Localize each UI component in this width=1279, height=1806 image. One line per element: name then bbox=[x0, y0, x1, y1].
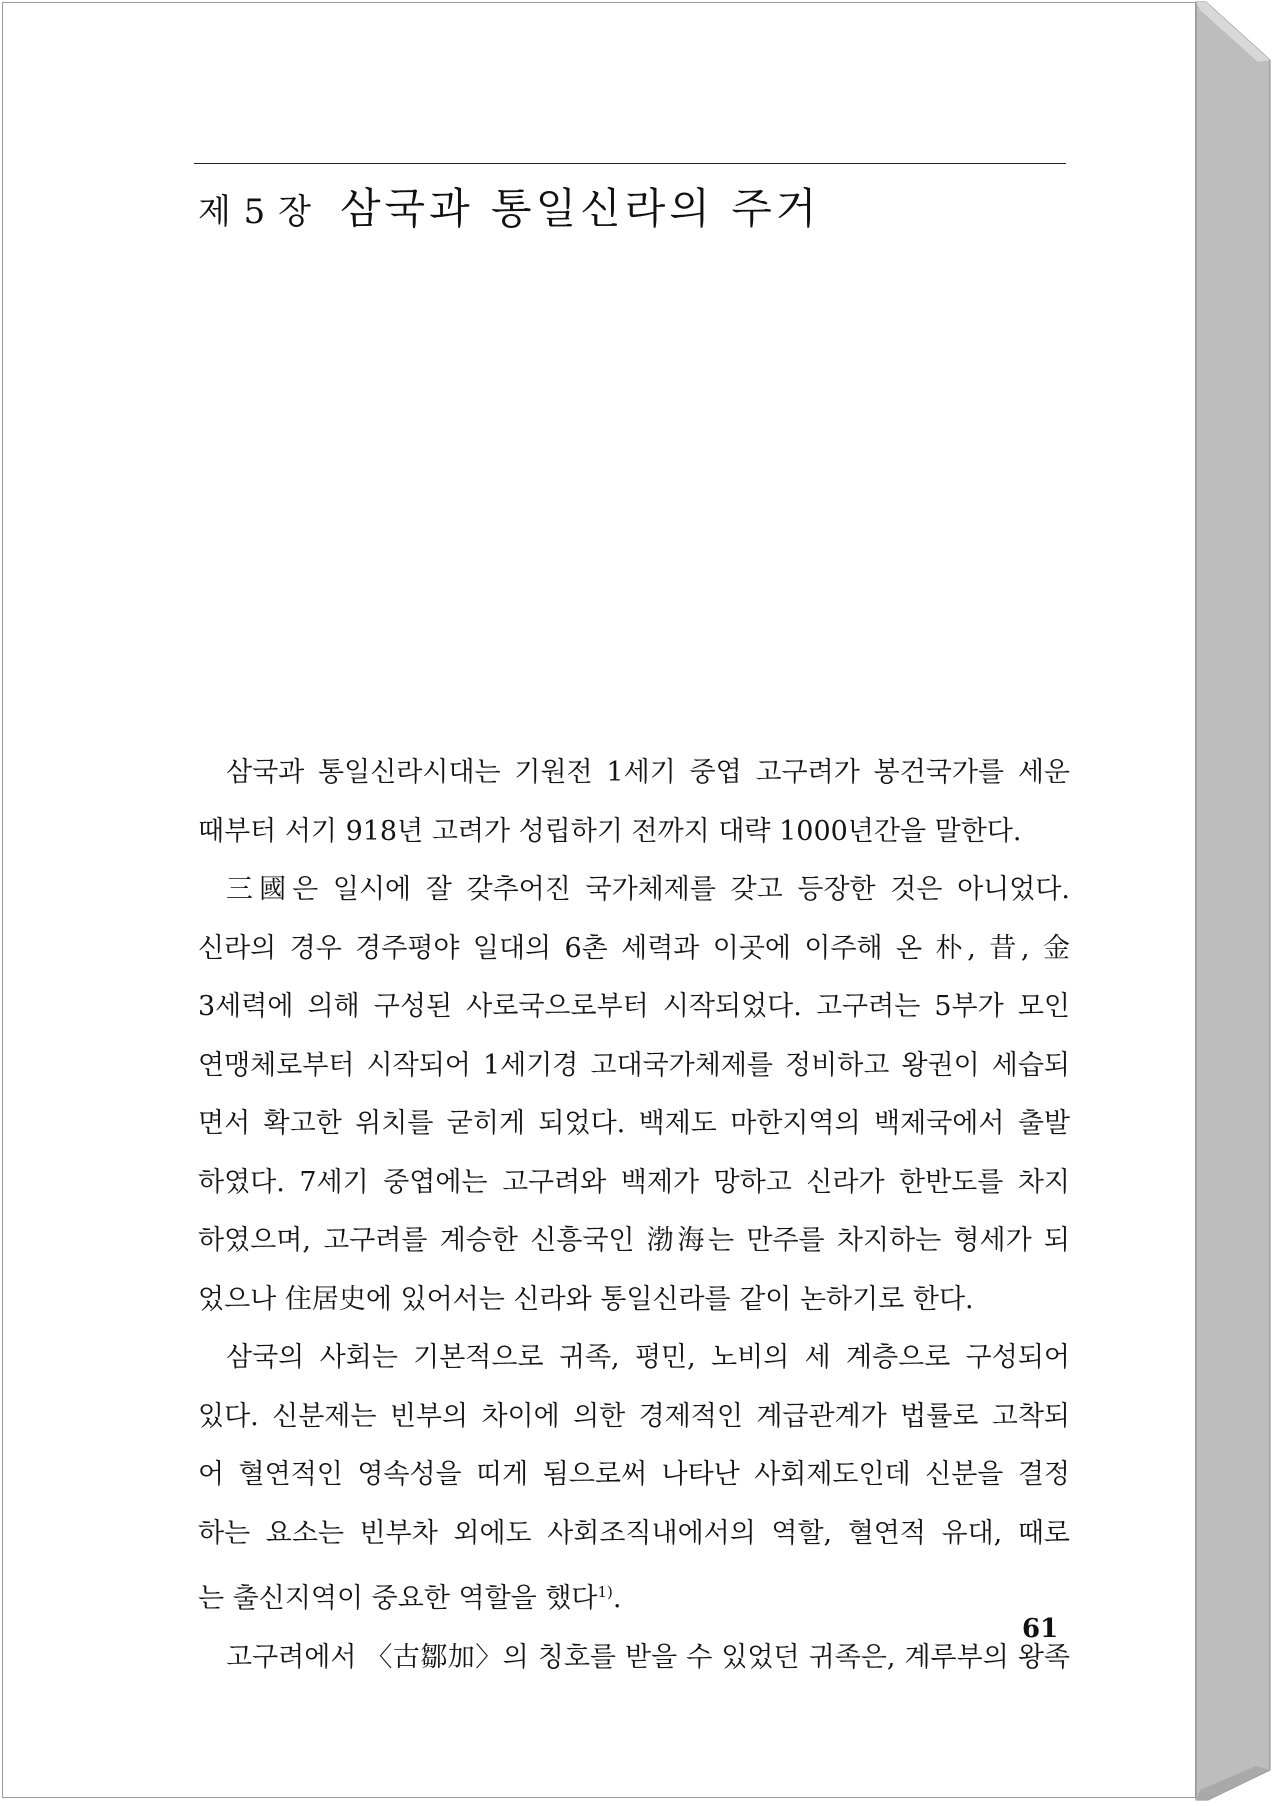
text-line: 연맹체로부터 시작되어 1세기경 고대국가체제를 정비하고 왕권이 세습되 bbox=[198, 1049, 1070, 1081]
page-number: 61 bbox=[1022, 1614, 1059, 1644]
text-line: 三國은 일시에 잘 갖추어진 국가체제를 갖고 등장한 것은 아니었다. bbox=[226, 874, 1070, 905]
chapter-title: 삼국과 통일신라의 주거 bbox=[339, 184, 821, 233]
text-line: 었으나 住居史에 있어서는 신라와 통일신라를 같이 논하기로 한다. bbox=[198, 1283, 974, 1315]
text-line: 삼국의 사회는 기본적으로 귀족, 평민, 노비의 세 계층으로 구성되어 bbox=[226, 1342, 1070, 1373]
text-line-content: 는 출신지역이 중요한 역할을 했다 bbox=[198, 1583, 598, 1614]
text-line: 고구려에서 〈古鄒加〉의 칭호를 받을 수 있었던 귀족은, 계루부의 왕족 bbox=[226, 1641, 1070, 1673]
text-line: 때부터 서기 918년 고려가 성립하기 전까지 대략 1000년간을 말한다. bbox=[198, 815, 1022, 847]
chapter-number: 제 5 장 bbox=[198, 192, 312, 232]
text-line: 있다. 신분제는 빈부의 차이에 의한 경제적인 계급관계가 법률로 고착되 bbox=[198, 1400, 1070, 1432]
text-line: 하는 요소는 빈부차 외에도 사회조직내에서의 역할, 혈연적 유대, 때로 bbox=[198, 1517, 1070, 1549]
text-line: 어 혈연적인 영속성을 띠게 됨으로써 나타난 사회제도인데 신분을 결정 bbox=[198, 1459, 1070, 1490]
paragraph-2 bbox=[198, 861, 1070, 1329]
text-line-end: . bbox=[612, 1583, 622, 1614]
paragraph-1 bbox=[198, 744, 1070, 861]
footnote-mark: 1) bbox=[597, 1583, 613, 1601]
text-line: 3세력에 의해 구성된 사로국으로부터 시작되었다. 고구려는 5부가 모인 bbox=[198, 991, 1070, 1022]
text-line: 하였으며, 고구려를 계승한 신흥국인 渤海는 만주를 차지하는 형세가 되 bbox=[198, 1225, 1070, 1256]
body-text bbox=[198, 744, 1070, 1687]
text-line: 신라의 경우 경주평야 일대의 6촌 세력과 이곳에 이주해 온 朴, 昔, 金 bbox=[198, 932, 1070, 964]
chapter-heading bbox=[198, 176, 820, 236]
paragraph-3 bbox=[198, 1329, 1070, 1629]
paragraph-4 bbox=[198, 1629, 1070, 1688]
text-line: 면서 확고한 위치를 굳히게 되었다. 백제도 마한지역의 백제국에서 출발 bbox=[198, 1108, 1070, 1139]
text-line bbox=[198, 1563, 1070, 1629]
text-line: 삼국과 통일신라시대는 기원전 1세기 중엽 고구려가 봉건국가를 세운 bbox=[226, 757, 1070, 788]
chapter-rule bbox=[194, 163, 1066, 164]
text-line: 하였다. 7세기 중엽에는 고구려와 백제가 망하고 신라가 한반도를 차지 bbox=[198, 1166, 1070, 1198]
